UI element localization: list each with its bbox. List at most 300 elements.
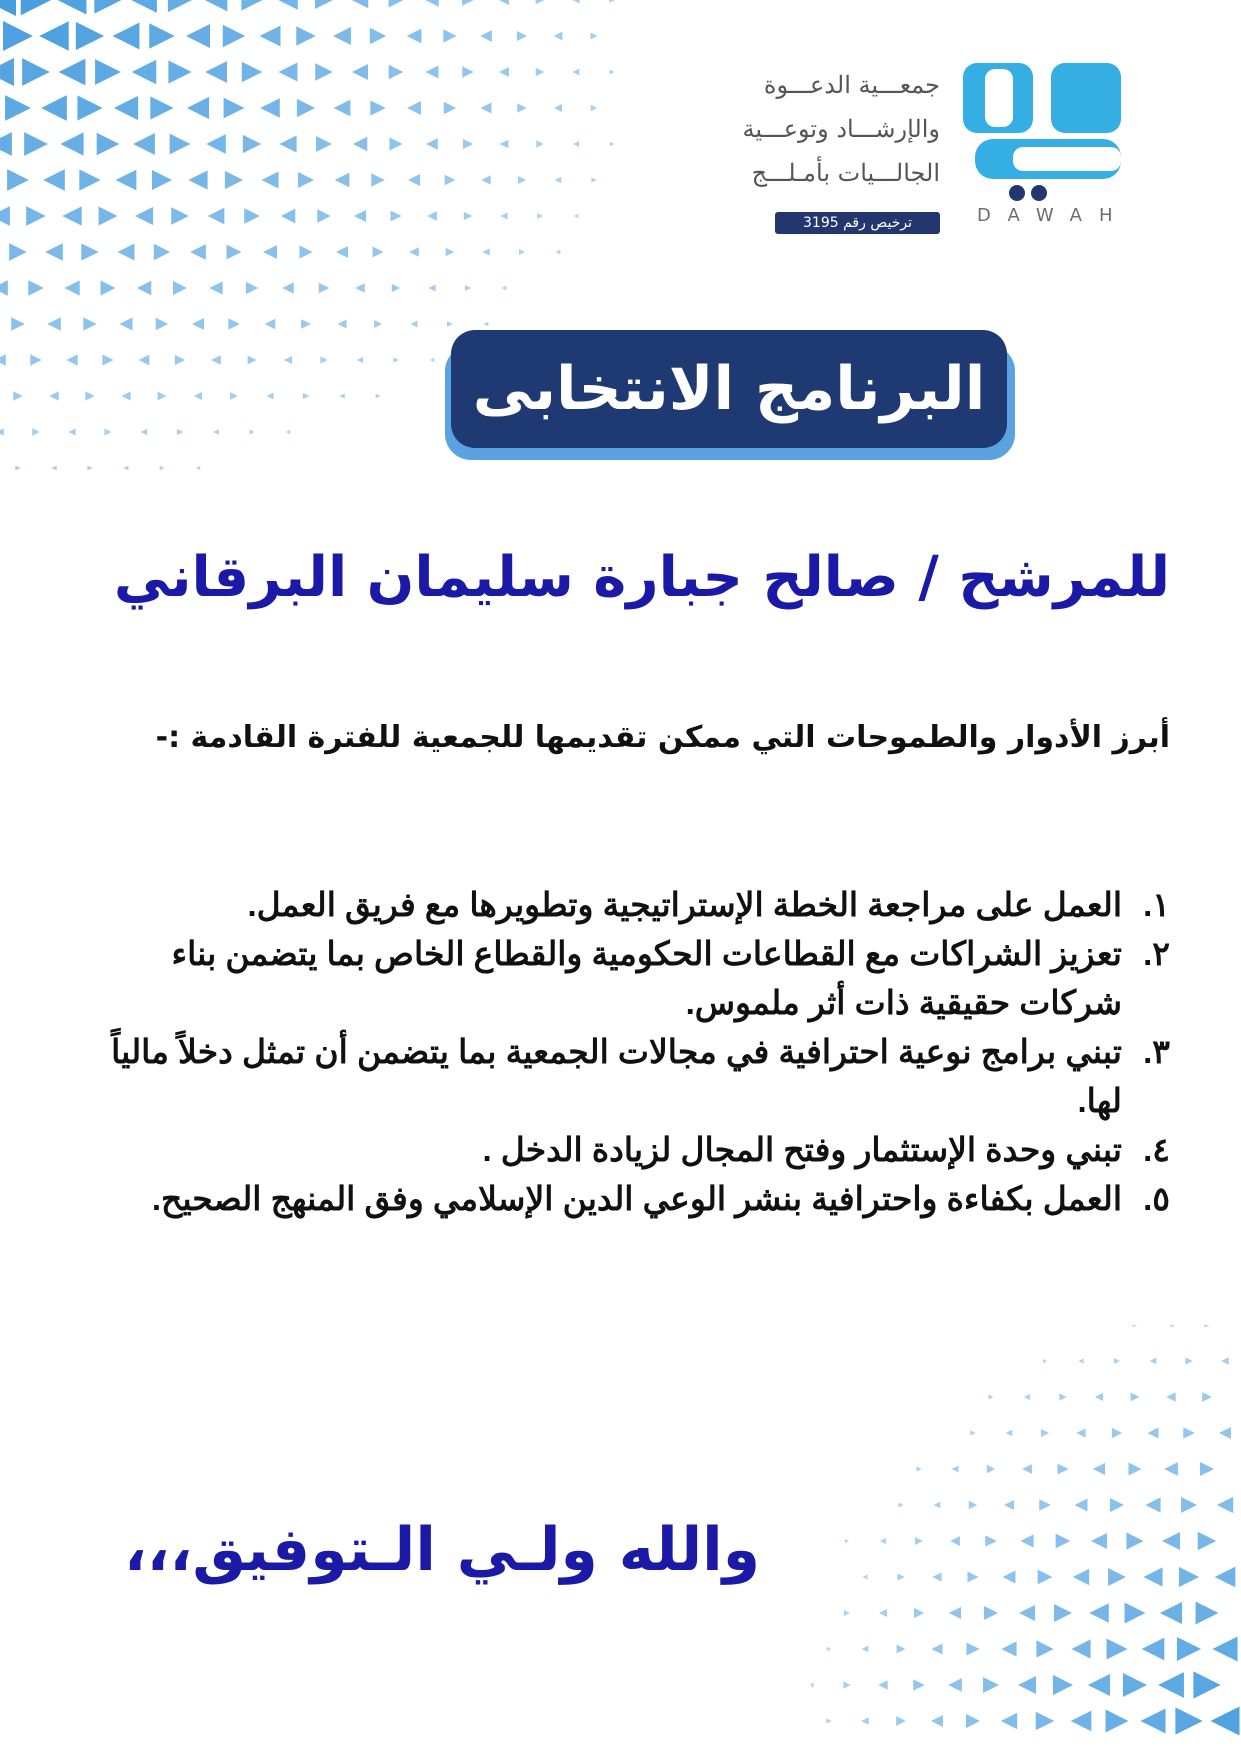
goals-list: [60, 880, 1170, 1223]
pattern-triangle: [443, 29, 456, 42]
pattern-triangle: [934, 1502, 941, 1509]
pattern-triangle: [100, 280, 115, 295]
pattern-triangle: [1148, 1428, 1159, 1439]
pattern-triangle: [230, 392, 238, 400]
pattern-triangle: [462, 66, 473, 77]
pattern-triangle: [554, 32, 563, 41]
org-name-line-2: والإرشـــاد وتوعـــية: [742, 115, 940, 143]
list-item-number: ٥.: [1143, 1180, 1170, 1217]
pattern-triangle: [168, 0, 192, 12]
pattern-triangle: [1024, 1394, 1030, 1400]
pattern-triangle: [223, 25, 245, 47]
pattern-triangle: [826, 1718, 831, 1723]
pattern-triangle: [1053, 1675, 1073, 1695]
pattern-triangle: [60, 132, 83, 155]
pattern-triangle: [118, 244, 135, 261]
pattern-triangle: [389, 137, 402, 150]
pattern-triangle: [334, 100, 351, 117]
pattern-triangle: [1019, 1605, 1035, 1621]
title-badge-box: [451, 330, 1007, 448]
pattern-triangle: [482, 248, 489, 255]
pattern-triangle: [1075, 1499, 1088, 1512]
pattern-triangle: [1202, 1392, 1212, 1402]
list-item: [60, 1125, 1170, 1174]
pattern-triangle: [297, 99, 315, 117]
pattern-triangle: [374, 320, 382, 328]
pattern-triangle: [371, 173, 384, 186]
pattern-triangle: [315, 0, 333, 9]
pattern-triangle: [41, 95, 67, 121]
pattern-triangle: [338, 320, 347, 329]
pattern-triangle: [519, 249, 525, 255]
pattern-triangle: [389, 0, 404, 7]
pattern-triangle: [574, 214, 578, 218]
pattern-triangle: [335, 173, 350, 188]
pattern-triangle: [376, 394, 381, 399]
pattern-triangle: [205, 61, 227, 83]
pattern-triangle: [573, 69, 580, 76]
pattern-triangle: [354, 210, 366, 222]
pattern-triangle: [811, 1683, 813, 1688]
closing-text: والله ولـي الـتوفيق،،،: [123, 1515, 760, 1585]
pattern-triangle: [499, 0, 509, 5]
pattern-triangle: [1198, 1532, 1217, 1551]
pattern-triangle: [1185, 1357, 1192, 1364]
pattern-triangle: [1078, 1358, 1083, 1363]
pattern-triangle: [465, 285, 471, 291]
pattern-triangle: [843, 1681, 850, 1688]
pattern-triangle: [411, 321, 418, 328]
pattern-triangle: [1112, 1428, 1122, 1438]
pattern-triangle: [408, 174, 420, 186]
pattern-triangle: [407, 29, 422, 44]
pattern-triangle: [967, 1571, 978, 1582]
pattern-triangle: [171, 207, 189, 225]
pattern-triangle: [464, 212, 472, 220]
pattern-triangle: [1124, 1602, 1145, 1623]
pattern-triangle: [1001, 1713, 1017, 1729]
pattern-triangle: [1160, 1602, 1182, 1624]
pattern-triangle: [13, 391, 23, 401]
pattern-triangle: [0, 280, 8, 296]
pattern-triangle: [932, 1644, 943, 1655]
pattern-triangle: [1196, 1602, 1219, 1625]
pattern-triangle: [227, 245, 242, 260]
pattern-triangle: [139, 355, 150, 366]
pattern-triangle: [303, 393, 309, 399]
pattern-triangle: [554, 104, 562, 112]
pattern-triangle: [68, 428, 75, 435]
pattern-triangle: [952, 1466, 959, 1473]
title-badge: [445, 330, 1015, 465]
pattern-triangle: [87, 465, 92, 470]
pattern-triangle: [1106, 1638, 1127, 1659]
pattern-triangle: [0, 428, 4, 435]
list-item-number: ٢.: [1143, 935, 1170, 972]
pattern-triangle: [573, 141, 579, 147]
pattern-triangle: [316, 136, 332, 152]
pattern-triangle: [81, 243, 98, 260]
pattern-triangle: [279, 63, 298, 82]
org-name-line-1: جمعـــية الدعـــوة: [763, 71, 940, 99]
pattern-triangle: [190, 244, 206, 260]
pattern-triangle: [156, 318, 169, 331]
pattern-triangle: [5, 95, 31, 121]
pattern-triangle: [242, 62, 262, 82]
pattern-triangle: [484, 322, 489, 327]
pattern-triangle: [610, 142, 614, 146]
pattern-triangle: [428, 284, 435, 291]
pattern-triangle: [64, 280, 79, 295]
pattern-triangle: [1093, 1463, 1105, 1475]
pattern-triangle: [970, 1430, 975, 1435]
pattern-triangle: [170, 134, 191, 155]
pattern-triangle: [409, 247, 419, 257]
list-item-text: تعزيز الشراكات مع القطاعات الحكومية والقطاع الخاص بما يتضمن بناء شركات حقيقية ذات أثر ملموس.: [171, 935, 1122, 1021]
pattern-triangle: [1126, 1532, 1143, 1549]
pattern-triangle: [1133, 1325, 1138, 1327]
pattern-triangle: [517, 103, 526, 112]
pattern-triangle: [499, 67, 509, 77]
pattern-triangle: [590, 32, 597, 39]
pattern-triangle: [591, 177, 596, 182]
org-name-line-3: الجالـــيات بأمـلـــج: [751, 159, 940, 187]
pattern-triangle: [591, 105, 597, 111]
pattern-triangle: [897, 1573, 904, 1580]
pattern-triangle: [948, 1678, 962, 1692]
pattern-triangle: [1150, 1358, 1157, 1365]
pattern-triangle: [131, 0, 157, 13]
pattern-triangle: [9, 243, 27, 261]
pattern-triangle: [1123, 1673, 1147, 1697]
pattern-triangle: [175, 355, 185, 365]
organization-name: [735, 63, 940, 195]
pattern-triangle: [1131, 1393, 1140, 1402]
list-item: [60, 1174, 1170, 1223]
pattern-triangle: [949, 1607, 961, 1619]
pattern-triangle: [393, 357, 398, 362]
pattern-triangle: [1022, 1464, 1032, 1474]
pattern-triangle: [279, 135, 296, 152]
pattern-triangle: [609, 69, 614, 74]
pattern-triangle: [1210, 1706, 1239, 1735]
pattern-triangle: [76, 22, 104, 50]
pattern-triangle: [0, 132, 12, 156]
pattern-triangle: [950, 1536, 960, 1546]
list-item: [60, 1027, 1170, 1125]
pattern-triangle: [32, 428, 39, 435]
pattern-triangle: [481, 103, 492, 114]
list-item: [60, 880, 1170, 929]
pattern-triangle: [572, 0, 579, 4]
pattern-triangle: [0, 0, 16, 16]
pattern-triangle: [536, 140, 543, 147]
pattern-triangle: [282, 282, 293, 293]
pattern-triangle: [22, 58, 50, 86]
pattern-triangle: [213, 429, 219, 435]
logo-wordmark: DAWAH: [977, 205, 1130, 226]
pattern-triangle: [444, 102, 456, 114]
pattern-triangle: [390, 210, 401, 221]
pattern-triangle: [192, 318, 204, 330]
candidate-heading: للمرشح / صالح جبارة سليمان البرقاني: [113, 545, 1170, 610]
pattern-triangle: [480, 30, 492, 42]
pattern-triangle: [149, 23, 174, 48]
pattern-triangle: [1036, 1712, 1055, 1731]
pattern-triangle: [536, 0, 545, 4]
pattern-triangle: [916, 1466, 921, 1471]
pattern-triangle: [915, 1537, 923, 1545]
pattern-triangle: [261, 171, 278, 188]
pattern-triangle: [243, 135, 261, 153]
pattern-triangle: [85, 391, 94, 400]
pattern-triangle: [1095, 1393, 1103, 1401]
pattern-triangle: [244, 208, 260, 224]
pattern-triangle: [897, 1645, 906, 1654]
pattern-triangle: [94, 0, 121, 14]
pattern-triangle: [1057, 1463, 1068, 1474]
pattern-triangle: [1106, 1710, 1129, 1733]
pattern-triangle: [966, 1714, 980, 1728]
pattern-triangle: [0, 354, 6, 366]
list-item-number: ١.: [1143, 886, 1170, 923]
pattern-triangle: [879, 1609, 887, 1617]
pattern-triangle: [899, 1503, 904, 1508]
pattern-triangle: [336, 246, 348, 258]
pattern-triangle: [609, 0, 615, 3]
pattern-triangle: [1200, 1462, 1214, 1476]
pattern-triangle: [95, 59, 121, 85]
pattern-triangle: [862, 1646, 869, 1653]
pattern-triangle: [1166, 1392, 1175, 1401]
pattern-triangle: [1204, 1325, 1209, 1328]
pattern-triangle: [827, 1647, 832, 1652]
pattern-triangle: [536, 68, 544, 76]
pattern-triangle: [187, 97, 209, 119]
pattern-triangle: [241, 0, 262, 11]
pattern-triangle: [463, 139, 473, 149]
dawah-logo-icon: [955, 55, 1145, 205]
pattern-triangle: [861, 1717, 868, 1724]
pattern-triangle: [1088, 1674, 1110, 1696]
pattern-triangle: [373, 247, 384, 258]
pattern-triangle: [137, 281, 152, 296]
pattern-triangle: [1059, 1393, 1066, 1400]
pattern-triangle: [517, 31, 527, 41]
pattern-triangle: [79, 169, 100, 190]
pattern-triangle: [28, 280, 44, 296]
pattern-triangle: [878, 1680, 887, 1689]
list-item-number: ٤.: [1143, 1131, 1170, 1168]
pattern-triangle: [966, 1642, 979, 1655]
pattern-triangle: [45, 243, 63, 261]
pattern-triangle: [969, 1501, 977, 1509]
pattern-triangle: [425, 0, 438, 7]
pattern-triangle: [1036, 1640, 1053, 1657]
pattern-triangle: [296, 26, 315, 45]
pattern-triangle: [983, 1677, 999, 1693]
pattern-triangle: [1110, 1498, 1124, 1512]
pattern-triangle: [1108, 1568, 1126, 1586]
pattern-triangle: [209, 281, 222, 294]
pattern-triangle: [445, 175, 456, 186]
pattern-triangle: [446, 248, 455, 257]
pattern-triangle: [246, 282, 258, 294]
pattern-triangle: [1128, 1462, 1141, 1475]
pattern-triangle: [160, 466, 165, 470]
pattern-triangle: [51, 465, 56, 470]
pattern-triangle: [319, 283, 330, 294]
pattern-triangle: [1177, 1637, 1201, 1661]
pattern-triangle: [1076, 1428, 1085, 1437]
pattern-triangle: [11, 317, 25, 331]
pattern-triangle: [114, 96, 138, 120]
pattern-triangle: [427, 211, 437, 221]
pattern-triangle: [913, 1679, 925, 1691]
pattern-triangle: [298, 172, 314, 188]
pattern-triangle: [931, 1715, 943, 1727]
pattern-triangle: [196, 466, 200, 470]
pattern-triangle: [99, 207, 118, 226]
pattern-triangle: [1193, 1671, 1220, 1698]
pattern-triangle: [1221, 1357, 1228, 1364]
pattern-triangle: [248, 356, 257, 365]
pattern-triangle: [123, 465, 128, 470]
pattern-triangle: [58, 0, 87, 14]
pattern-triangle: [224, 98, 245, 119]
pattern-triangle: [43, 169, 65, 191]
pattern-triangle: [225, 171, 243, 189]
pattern-triangle: [1004, 1500, 1014, 1510]
pattern-triangle: [1175, 1707, 1202, 1734]
pattern-triangle: [1071, 1639, 1090, 1658]
pattern-triangle: [500, 212, 507, 219]
pattern-triangle: [1073, 1569, 1089, 1585]
pattern-triangle: [1114, 1358, 1120, 1364]
pattern-triangle: [1056, 1534, 1071, 1549]
pattern-triangle: [392, 284, 400, 292]
pattern-triangle: [987, 1465, 995, 1473]
pattern-triangle: [1054, 1604, 1072, 1622]
pattern-triangle: [370, 100, 385, 115]
pattern-triangle: [481, 175, 490, 184]
pattern-triangle: [286, 430, 291, 435]
pattern-triangle: [141, 429, 148, 436]
pattern-triangle: [1162, 1532, 1180, 1550]
pattern-triangle: [260, 98, 280, 118]
pattern-triangle: [228, 318, 239, 329]
pattern-triangle: [1183, 1427, 1195, 1439]
pattern-triangle: [1212, 1636, 1237, 1661]
pattern-triangle: [1006, 1430, 1013, 1437]
pattern-triangle: [556, 250, 561, 255]
pattern-triangle: [352, 64, 368, 80]
pattern-triangle: [914, 1608, 924, 1618]
pattern-triangle: [315, 63, 332, 80]
pattern-triangle: [0, 206, 10, 226]
pattern-triangle: [113, 23, 140, 50]
pattern-triangle: [3, 21, 33, 51]
pattern-triangle: [370, 28, 386, 44]
pattern-triangle: [1020, 1534, 1033, 1547]
pattern-triangle: [355, 283, 364, 292]
pattern-triangle: [500, 140, 509, 149]
pattern-triangle: [1145, 1497, 1160, 1512]
pattern-triangle: [173, 281, 187, 295]
pattern-triangle: [135, 207, 153, 225]
pattern-triangle: [59, 59, 86, 86]
pattern-triangle: [188, 170, 207, 189]
pattern-triangle: [537, 213, 543, 219]
pattern-triangle: [985, 1535, 997, 1547]
pattern-triangle: [317, 209, 330, 222]
pattern-triangle: [168, 60, 191, 83]
pattern-triangle: [1038, 1570, 1053, 1585]
intro-text: أبرز الأدوار والطموحات التي ممكن تقديمها للجمعية للفترة القادمة :-: [155, 720, 1170, 755]
pattern-triangle: [66, 354, 77, 365]
pattern-triangle: [1217, 1497, 1233, 1513]
pattern-triangle: [353, 137, 367, 151]
pattern-triangle: [1089, 1603, 1109, 1623]
pattern-triangle: [1158, 1672, 1184, 1698]
pattern-triangle: [518, 176, 526, 184]
pattern-triangle: [284, 356, 292, 364]
pattern-triangle: [1181, 1497, 1197, 1513]
pattern-triangle: [152, 170, 172, 190]
pattern-triangle: [339, 393, 345, 399]
pattern-triangle: [154, 244, 170, 260]
pattern-triangle: [150, 96, 173, 119]
pattern-triangle: [1142, 1638, 1165, 1661]
pattern-triangle: [186, 24, 210, 48]
pattern-triangle: [83, 317, 96, 330]
pattern-triangle: [1041, 1429, 1049, 1437]
pattern-triangle: [0, 58, 14, 86]
pattern-triangle: [333, 27, 351, 45]
pattern-triangle: [119, 317, 132, 330]
pattern-triangle: [260, 26, 281, 47]
list-item-text: العمل على مراجعة الخطة الإستراتيجية وتطويرها مع فريق العمل.: [247, 886, 1122, 923]
pattern-triangle: [266, 392, 273, 399]
pattern-triangle: [132, 60, 157, 85]
list-item: [60, 929, 1170, 1027]
pattern-triangle: [116, 170, 137, 191]
pattern-triangle: [62, 206, 81, 225]
list-item-text: العمل بكفاءة واحترافية بنشر الوعي الدين الإسلامي وفق المنهج الصحيح.: [151, 1180, 1122, 1217]
pattern-triangle: [1043, 1359, 1047, 1363]
pattern-triangle: [7, 169, 29, 191]
pattern-triangle: [39, 21, 68, 50]
pattern-triangle: [1215, 1567, 1236, 1588]
pattern-triangle: [205, 0, 228, 11]
pattern-triangle: [1164, 1462, 1178, 1476]
pattern-triangle: [357, 357, 363, 363]
pattern-triangle: [102, 354, 113, 365]
pattern-triangle: [1143, 1567, 1162, 1586]
pattern-triangle: [15, 465, 20, 470]
pattern-triangle: [206, 134, 226, 154]
pattern-triangle: [158, 392, 167, 401]
pattern-triangle: [896, 1716, 906, 1726]
pattern-triangle: [249, 429, 254, 434]
pattern-triangle: [426, 138, 438, 150]
pattern-triangle: [407, 101, 421, 115]
pattern-triangle: [844, 1610, 850, 1616]
pattern-triangle: [263, 245, 277, 259]
pattern-triangle: [121, 391, 130, 400]
pattern-triangle: [208, 208, 225, 225]
pattern-triangle: [47, 317, 61, 331]
